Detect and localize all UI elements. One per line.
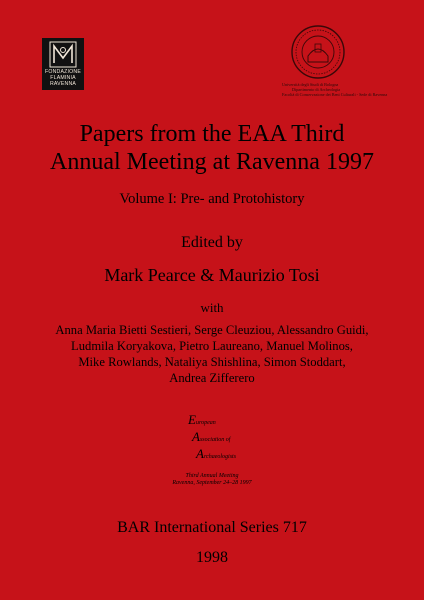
contributors [0,322,424,386]
eaa-word-2: ssociation of [199,437,231,443]
meeting-info [0,473,424,487]
contributors-line-4: Andrea Zifferero [169,371,255,385]
volume-subtitle: Volume I: Pre- and Protohistory [119,191,305,207]
fondazione-flaminia-logo [42,38,84,90]
contributors-line-1: Anna Maria Bietti Sestieri, Serge Cleuziou, Alessandro Guidi, [55,323,369,337]
eaa-cap-3: A [196,446,204,461]
contributors-line-3: Mike Rowlands, Nataliya Shishlina, Simon Stoddart, [78,355,346,369]
contributors-line-2: Ludmila Koryakova, Pietro Laureano, Manuel Molinos, [71,339,353,353]
university-line-3: Facoltà di Conservazione dei Beni Culturali - Sede di Ravenna [282,92,388,97]
university-line-1: Università degli Studi di Bologna [282,82,339,87]
eaa-word-3: rchaeologists [203,454,237,460]
editors: Mark Pearce & Maurizio Tosi [104,265,320,285]
series-label: BAR International Series 717 [117,519,307,536]
fondazione-emblem-icon [49,41,77,68]
title-line-2: Annual Meeting at Ravenna 1997 [50,149,374,175]
meeting-line-2: Ravenna, September 24–28 1997 [172,480,252,486]
publication-year: 1998 [196,549,228,566]
eaa-cap-1: E [188,412,196,427]
eaa-word-1: uropean [195,420,216,426]
book-title [0,120,424,176]
foundation-line-2: FLAMINIA [50,75,76,81]
university-text [282,82,392,97]
foundation-line-1: FONDAZIONE [44,69,81,75]
university-line-2: Dipartimento di Archeologia [292,87,341,92]
with-label: with [200,300,224,315]
meeting-line-1: Third Annual Meeting [185,473,239,479]
university-seal-icon [290,24,346,80]
eaa-logo [188,413,278,464]
eaa-cap-2: A [192,429,200,444]
title-line-1: Papers from the EAA Third [79,121,345,147]
edited-by-label: Edited by [181,234,243,251]
foundation-line-3: RAVENNA [49,81,77,87]
